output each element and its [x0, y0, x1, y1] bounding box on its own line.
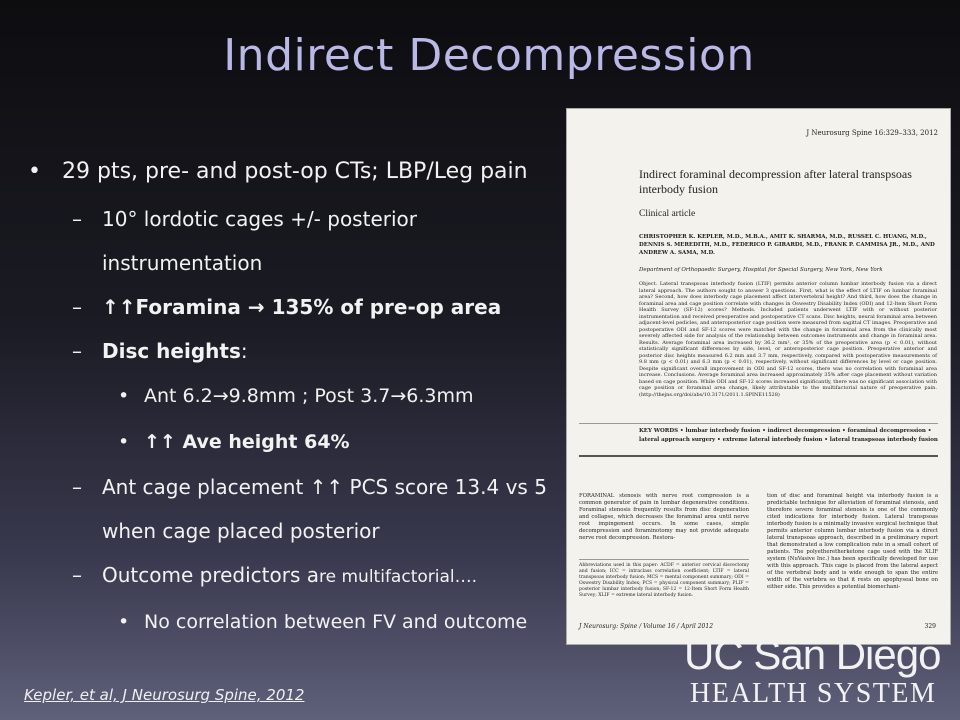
health-system-logo: HEALTH SYSTEM — [690, 678, 937, 709]
bullet-marker: • — [28, 159, 41, 184]
subbullet-lordotic — [28, 197, 568, 285]
bullet-list — [28, 155, 568, 645]
subbullet-colon: : — [240, 339, 248, 363]
dash-marker: – — [72, 339, 82, 363]
subsub-ave-height — [28, 419, 568, 465]
paper-article-type: Clinical article — [639, 209, 696, 219]
paper-page-number: 329 — [924, 623, 936, 630]
bullet-marker: • — [118, 611, 130, 633]
paper-journal: J Neurosurg Spine 16:329–333, 2012 — [806, 129, 938, 137]
dash-marker: – — [72, 475, 82, 499]
paper-abstract: Object. Lateral transpsoas interbody fusion (LTIF) permits anterior column lumbar interbody fusion via a direct lateral approach. The authors sought to answer 3 questions. First, what is the effect of LTIF on lumbar foraminal area? Second, how does interbody cage placement affect intervertebral height? And third, how does the change in foraminal area and cage position correlate with changes in Oswestry Disability Index (ODI) and 12-Item Short Form Health Survey (SF-12) scores? Methods. Included patients underwent LTIF with or without posterior instrumentation and received preoperative and postoperative CT scans. Disc heights, neural foraminal area between adjacent-level pedicles, and anteroposterior cage position were measured from sagittal CT images. Preoperative and postoperative ODI and SF-12 scores were matched with the change in foraminal area from the clinically most severely affected side for analysis of the relationship between outcomes instruments and change in foraminal area. Results. Average foraminal area increased by 36.2 mm², or 35% of the preoperative area (p < 0.01), without statistically significant differences by side, level, or anteroposterior cage position. Preoperative anterior and posterior disc heights measured 6.2 mm and 3.7 mm, respectively, compared with postoperative measurements of 9.8 mm (p < 0.01) and 6.3 mm (p < 0.01), respectively, without significant differences by level or cage position. Despite significant overall improvement in ODI and SF-12 scores, there was no correlation with foraminal area increase. Conclusions. Average foraminal area increased approximately 35% after cage placement without variation based on cage position. While ODI and SF-12 scores increased significantly, there was no significant association with cage position or foraminal area change, likely attributable to the multifactorial nature of preoperative pain. (http://thejns.org/doi/abs/10.3171/2011.1.SPINE11528) — [639, 281, 937, 398]
slide-title: Indirect Decompression — [223, 30, 755, 81]
subsub-text: No correlation between FV and outcome — [144, 611, 528, 633]
subsub-no-correlation — [28, 599, 568, 645]
subbullet-text: Outcome predictors a — [102, 563, 320, 587]
dash-marker: – — [72, 295, 82, 319]
ucsd-logo: UC San Diego — [684, 631, 941, 678]
paper-image — [566, 108, 951, 645]
paper-footer: J Neurosurg: Spine / Volume 16 / April 2012 — [579, 623, 714, 630]
bullet-marker: • — [118, 431, 130, 453]
paper-keywords: KEY WORDS • lumbar interbody fusion • indirect decompression • foraminal decompression • lateral approach surgery • extreme lateral interbody fusion • lateral transpsoas interbody fusion — [639, 428, 938, 443]
subsub-ant-post — [28, 373, 568, 419]
subbullet-text: Disc heights — [102, 339, 241, 363]
paper-abbreviations: Abbreviations used in this paper: ACDF = anterior cervical discectomy and fusion; ICC = intraclass correlation coefficient; LTIF = lateral transpsoas interbody fusion; MCS = mental component summary; ODI = Oswestry Disability Index; PCS = physical component summary; PLIF = posterior lumbar interbody fusion; SF-12 = 12-Item Short Form Health Survey; XLIF = extreme lateral interbody fusion. — [579, 563, 749, 598]
subbullet-text: 10° lordotic cages +/- posterior instrumentation — [102, 207, 417, 275]
paper-authors: CHRISTOPHER K. KEPLER, M.D., M.B.A., AMIT K. SHARMA, M.D., RUSSEL C. HUANG, M.D., DENNIS S. MEREDITH, M.D., FEDERICO P. GIRARDI, M.D., FRANK P. CAMMISA JR., M.D., AND ANDREW A. SAMA, M.D. — [639, 234, 935, 256]
subbullet-foramina — [28, 285, 568, 329]
subbullet-text: Ant cage placement ↑↑ PCS score 13.4 vs 5 when cage placed posterior — [102, 475, 547, 543]
paper-divider — [579, 559, 749, 560]
dash-marker: – — [72, 563, 82, 587]
bullet-item — [28, 155, 568, 189]
subbullet-text: ↑↑Foramina → 135% of pre-op area — [102, 295, 502, 319]
paper-divider — [579, 455, 938, 457]
subbullet-ant-placement — [28, 465, 562, 553]
paper-body-left: FORAMINAL stenosis with nerve root compression is a common generator of pain in lumbar degenerative conditions. Foraminal stenosis frequently results from disc degeneration and collapse, which decreases the foraminal area until nerve root impingement occurs. In some cases, simple decompression and foraminotomy may not provide adequate nerve root decompression. Restora- — [579, 493, 749, 541]
subbullet-disc-heights — [28, 329, 568, 373]
subsub-text: Ant 6.2→9.8mm ; Post 3.7→6.3mm — [144, 385, 474, 407]
dash-marker: – — [72, 207, 82, 231]
subbullet-text-small: re multifactorial…. — [319, 567, 478, 587]
citation-link[interactable]: Kepler, et al, J Neurosurg Spine, 2012 — [24, 686, 305, 704]
paper-divider — [579, 423, 938, 424]
paper-body-right: tion of disc and foraminal height via interbody fusion is a predictable technique for alleviation of foraminal stenosis, and therefore severe foraminal stenosis is one of the commonly cited indications for interbody fusion. Lateral transpsoas interbody fusion is a minimally invasive surgical technique that permits anterior column lumbar interbody fusion via a direct lateral transpsoas approach, described in a preliminary report that demonstrated a low complication rate in a small cohort of patients. The polyetheretherketone cage used with the XLIF system (NuVasive Inc.) has been specifically developed for use with this approach. This cage is placed from the lateral aspect of the vertebral body and is wide enough to span the entire width of the vertebra so that it rests on apophyseal bone on either side. This provides a potential biomechani- — [767, 493, 938, 590]
paper-department: Department of Orthopaedic Surgery, Hospital for Special Surgery, New York, New York — [639, 267, 883, 273]
subsub-text: ↑↑ Ave height 64% — [144, 431, 350, 453]
bullet-text: 29 pts, pre- and post-op CTs; LBP/Leg pain — [62, 159, 528, 184]
paper-title: Indirect foraminal decompression after lateral transpsoas interbody fusion — [639, 167, 912, 196]
subbullet-outcome — [28, 553, 568, 599]
bullet-marker: • — [118, 385, 130, 407]
